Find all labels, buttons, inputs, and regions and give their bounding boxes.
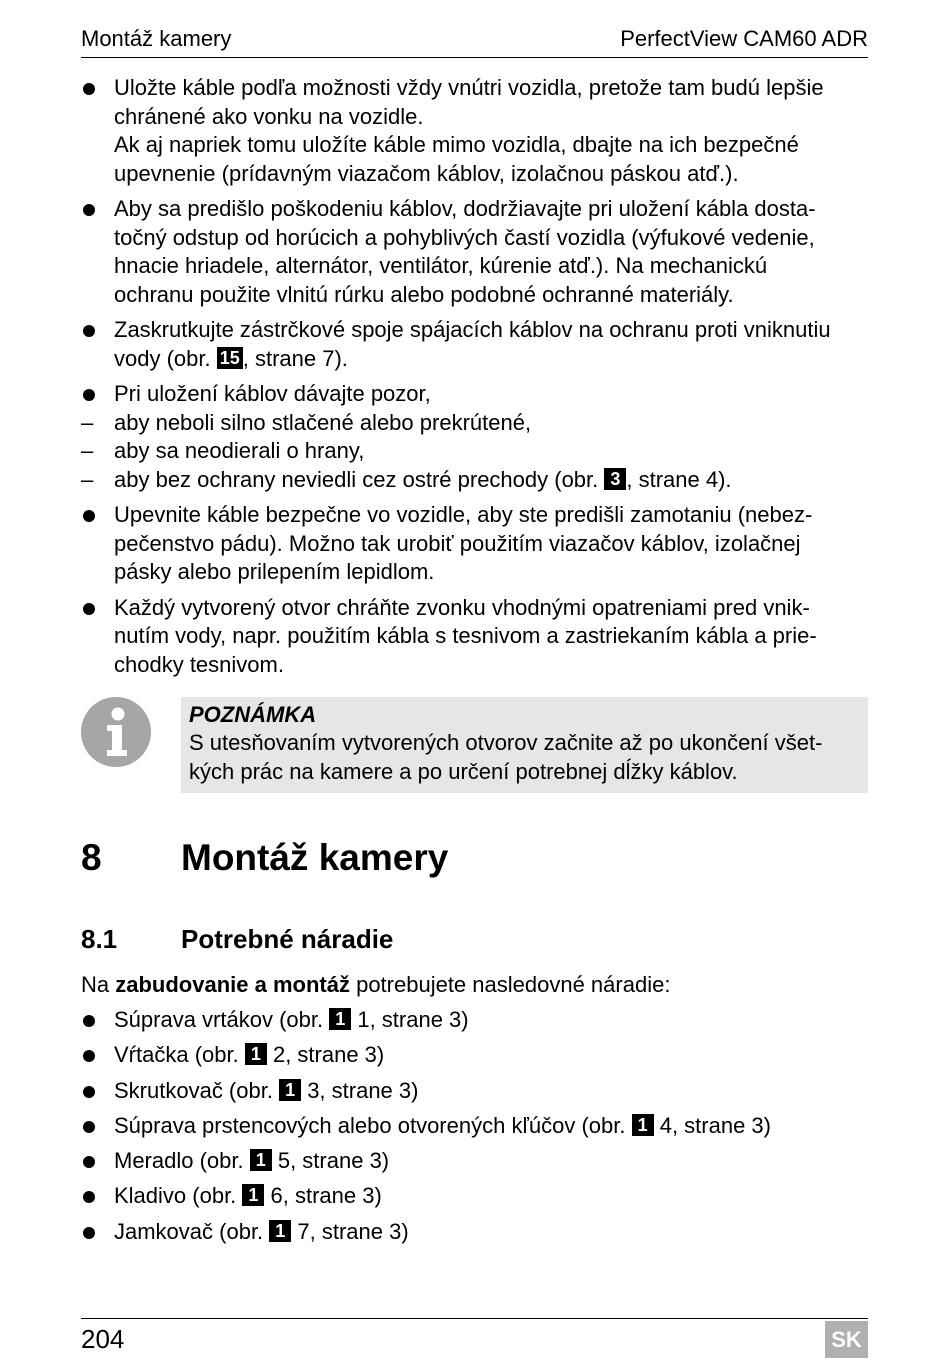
- tools-list: [81, 1006, 871, 1253]
- bullet-icon: [83, 325, 95, 337]
- sub-list-item: – aby neboli silno stlačené alebo prekrútené,: [81, 409, 871, 438]
- list-item: Jamkovač (obr. 1 7, strane 3): [81, 1218, 871, 1247]
- bullet-icon: [83, 1086, 95, 1098]
- list-item: Pri uložení káblov dávajte pozor, – aby neboli silno stlačené alebo prekrútené, – aby sa neodierali o hrany, – aby bez ochrany neviedli cez ostré prechody (obr. 3 , strane 4).: [81, 380, 871, 494]
- cable-routing-list: [81, 74, 871, 679]
- dash-marker: –: [81, 466, 94, 492]
- figure-reference: 1: [250, 1149, 272, 1171]
- list-item: Aby sa predišlo poškodeniu káblov, dodržiavajte pri uložení kábla dosta- točný odstup od horúcich a pohyblivých častí vozidla (výfukové vedenie, hnacie hriadele, alternátor, ventilátor, kúrenie atď.). Na mechanickú ochranu použite vlnitú rúrku alebo podobné ochranné materiály.: [81, 195, 871, 309]
- figure-reference: 15: [217, 347, 243, 369]
- running-header: [81, 24, 868, 58]
- sub-list-item: – aby bez ochrany neviedli cez ostré prechody (obr. 3 , strane 4).: [81, 466, 871, 495]
- list-item: Upevnite káble bezpečne vo vozidle, aby ste predišli zamotaniu (nebez- pečenstvo pádu). Možno tak urobiť použitím viazačov káblov, izolačnej pásky alebo prilepením lepidlom.: [81, 501, 871, 587]
- list-item: Meradlo (obr. 1 5, strane 3): [81, 1147, 871, 1176]
- list-item: Kladivo (obr. 1 6, strane 3): [81, 1182, 871, 1211]
- language-badge: SK: [825, 1321, 868, 1358]
- footer-divider: [81, 1318, 868, 1319]
- page-number: 204: [81, 1324, 125, 1354]
- note-text: S utesňovaním vytvorených otvorov začnite až po ukončení všet- kých prác na kamere a po určení potrebnej dĺžky káblov.: [189, 730, 823, 784]
- section-title: Montáž kamery: [181, 837, 449, 878]
- note-box: [181, 697, 868, 793]
- bullet-icon: [83, 1227, 95, 1239]
- info-icon: [80, 696, 152, 768]
- list-item: Vŕtačka (obr. 1 2, strane 3): [81, 1041, 871, 1070]
- sub-list: [81, 409, 871, 495]
- figure-reference: 1: [279, 1079, 301, 1101]
- list-item: Skrutkovač (obr. 1 3, strane 3): [81, 1077, 871, 1106]
- figure-reference: 1: [269, 1220, 291, 1242]
- bullet-icon: [83, 389, 95, 401]
- list-item: Súprava prstencových alebo otvorených kľúčov (obr. 1 4, strane 3): [81, 1112, 871, 1141]
- list-item: Uložte káble podľa možnosti vždy vnútri vozidla, pretože tam budú lepšie chránené ako vonku na vozidle. Ak aj napriek tomu uložíte káble mimo vozidla, dbajte na ich bezpečné upevnenie (prídavným viazačom káblov, izolačnou páskou atď.).: [81, 74, 871, 188]
- section-number: 8: [81, 837, 102, 878]
- subsection-number: 8.1: [81, 924, 118, 954]
- figure-reference: 1: [245, 1043, 267, 1065]
- bullet-icon: [83, 204, 95, 216]
- figure-reference: 3: [604, 468, 626, 490]
- tools-intro: Na zabudovanie a montáž potrebujete nasledovné náradie:: [81, 972, 671, 997]
- list-item: Zaskrutkujte zástrčkové spoje spájacích káblov na ochranu proti vniknutiu vody (obr. 15 , strane 7).: [81, 316, 871, 373]
- figure-reference: 1: [242, 1184, 264, 1206]
- note-title: POZNÁMKA: [189, 702, 317, 727]
- bullet-icon: [83, 1015, 95, 1027]
- figure-reference: 1: [329, 1008, 351, 1030]
- bullet-icon: [83, 510, 95, 522]
- list-item: Každý vytvorený otvor chráňte zvonku vhodnými opatreniami pred vnik- nutím vody, napr. použitím kábla s tesnivom a zastriekaním kábla a prie- chodky tesnivom.: [81, 594, 871, 680]
- header-product-name: PerfectView CAM60 ADR: [620, 26, 868, 51]
- list-item: Súprava vrtákov (obr. 1 1, strane 3): [81, 1006, 871, 1035]
- bullet-icon: [83, 603, 95, 615]
- bullet-icon: [83, 83, 95, 95]
- bullet-icon: [83, 1156, 95, 1168]
- dash-marker: –: [81, 409, 94, 435]
- subsection-title: Potrebné náradie: [181, 924, 394, 954]
- dash-marker: –: [81, 438, 94, 463]
- figure-reference: 1: [632, 1114, 654, 1136]
- bullet-icon: [83, 1050, 95, 1062]
- header-chapter-title: Montáž kamery: [81, 26, 232, 51]
- sub-list-item: – aby sa neodierali o hrany,: [81, 437, 871, 466]
- bullet-icon: [83, 1121, 95, 1133]
- bullet-icon: [83, 1191, 95, 1203]
